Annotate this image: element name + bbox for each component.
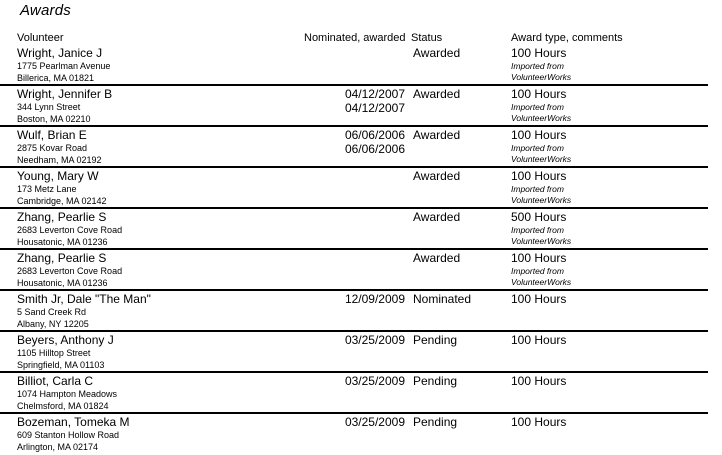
award-comment-line1: Imported from — [511, 225, 564, 235]
volunteer-city: Albany, NY 12205 — [17, 319, 89, 329]
award-comment-line1: Imported from — [511, 184, 564, 194]
volunteer-name: Bozeman, Tomeka M — [17, 415, 130, 429]
column-header-award-type: Award type, comments — [511, 32, 623, 44]
award-type: 100 Hours — [511, 46, 567, 60]
award-comment-line1: Imported from — [511, 61, 564, 71]
volunteer-street: 173 Metz Lane — [17, 184, 77, 194]
award-comment-line2: VolunteerWorks — [511, 154, 572, 164]
award-type: 100 Hours — [511, 128, 567, 142]
column-header-nominated-awarded: Nominated, awarded — [304, 32, 406, 44]
report-title: Awards — [20, 2, 71, 19]
award-row — [0, 250, 708, 291]
award-row — [0, 45, 708, 86]
volunteer-street: 609 Stanton Hollow Road — [17, 430, 120, 440]
award-row — [0, 373, 708, 414]
volunteer-name: Young, Mary W — [17, 169, 99, 183]
award-row — [0, 291, 708, 332]
award-type: 100 Hours — [511, 333, 567, 347]
award-row — [0, 209, 708, 250]
volunteer-street: 2683 Leverton Cove Road — [17, 225, 123, 235]
volunteer-name: Wright, Jennifer B — [17, 87, 113, 101]
award-status: Awarded — [413, 87, 461, 101]
award-row — [0, 332, 708, 373]
award-type: 100 Hours — [511, 251, 567, 265]
award-status: Nominated — [413, 292, 472, 306]
award-status: Awarded — [413, 46, 461, 60]
volunteer-street: 344 Lynn Street — [17, 102, 81, 112]
award-comment-line1: Imported from — [511, 266, 564, 276]
award-type: 100 Hours — [511, 292, 567, 306]
volunteer-street: 5 Sand Creek Rd — [17, 307, 87, 317]
award-status: Awarded — [413, 169, 461, 183]
award-comment-line2: VolunteerWorks — [511, 195, 572, 205]
awarded-date: 04/12/2007 — [344, 101, 405, 115]
volunteer-name: Wulf, Brian E — [17, 128, 87, 142]
nominated-date: 03/25/2009 — [344, 333, 405, 347]
awarded-date: 06/06/2006 — [344, 142, 405, 156]
column-header-status: Status — [411, 32, 443, 44]
nominated-date: 04/12/2007 — [344, 87, 405, 101]
volunteer-street: 2875 Kovar Road — [17, 143, 88, 153]
volunteer-city: Chelmsford, MA 01824 — [17, 401, 109, 411]
volunteer-city: Boston, MA 02210 — [17, 114, 91, 124]
volunteer-name: Zhang, Pearlie S — [17, 210, 107, 224]
volunteer-name: Billiot, Carla C — [17, 374, 94, 388]
column-header-volunteer: Volunteer — [17, 32, 64, 44]
award-type: 500 Hours — [511, 210, 567, 224]
award-comment-line1: Imported from — [511, 102, 564, 112]
award-type: 100 Hours — [511, 415, 567, 429]
volunteer-street: 1775 Pearlman Avenue — [17, 61, 111, 71]
volunteer-name: Wright, Janice J — [17, 46, 103, 60]
volunteer-street: 2683 Leverton Cove Road — [17, 266, 123, 276]
award-comment-line2: VolunteerWorks — [511, 277, 572, 287]
volunteer-city: Cambridge, MA 02142 — [17, 196, 107, 206]
volunteer-city: Arlington, MA 02174 — [17, 442, 99, 452]
award-type: 100 Hours — [511, 169, 567, 183]
volunteer-city: Needham, MA 02192 — [17, 155, 102, 165]
award-comment-line2: VolunteerWorks — [511, 72, 572, 82]
nominated-date: 03/25/2009 — [344, 374, 405, 388]
volunteer-city: Housatonic, MA 01236 — [17, 237, 108, 247]
award-status: Pending — [413, 415, 458, 429]
awards-list — [0, 45, 722, 455]
award-comment-line2: VolunteerWorks — [511, 113, 572, 123]
award-row — [0, 414, 708, 455]
nominated-date: 06/06/2006 — [344, 128, 405, 142]
award-status: Awarded — [413, 128, 461, 142]
volunteer-city: Billerica, MA 01821 — [17, 73, 95, 83]
award-status: Awarded — [413, 251, 461, 265]
volunteer-city: Housatonic, MA 01236 — [17, 278, 108, 288]
award-type: 100 Hours — [511, 87, 567, 101]
nominated-date: 03/25/2009 — [344, 415, 405, 429]
award-comment-line1: Imported from — [511, 143, 564, 153]
volunteer-name: Smith Jr, Dale "The Man" — [17, 292, 151, 306]
volunteer-name: Zhang, Pearlie S — [17, 251, 107, 265]
nominated-date: 12/09/2009 — [344, 292, 405, 306]
award-status: Pending — [413, 374, 458, 388]
volunteer-city: Springfield, MA 01103 — [17, 360, 105, 370]
volunteer-name: Beyers, Anthony J — [17, 333, 114, 347]
award-row — [0, 127, 708, 168]
award-row — [0, 86, 708, 127]
award-type: 100 Hours — [511, 374, 567, 388]
volunteer-street: 1074 Hampton Meadows — [17, 389, 118, 399]
award-status: Awarded — [413, 210, 461, 224]
award-row — [0, 168, 708, 209]
volunteer-street: 1105 Hilltop Street — [17, 348, 91, 358]
award-comment-line2: VolunteerWorks — [511, 236, 572, 246]
award-status: Pending — [413, 333, 458, 347]
